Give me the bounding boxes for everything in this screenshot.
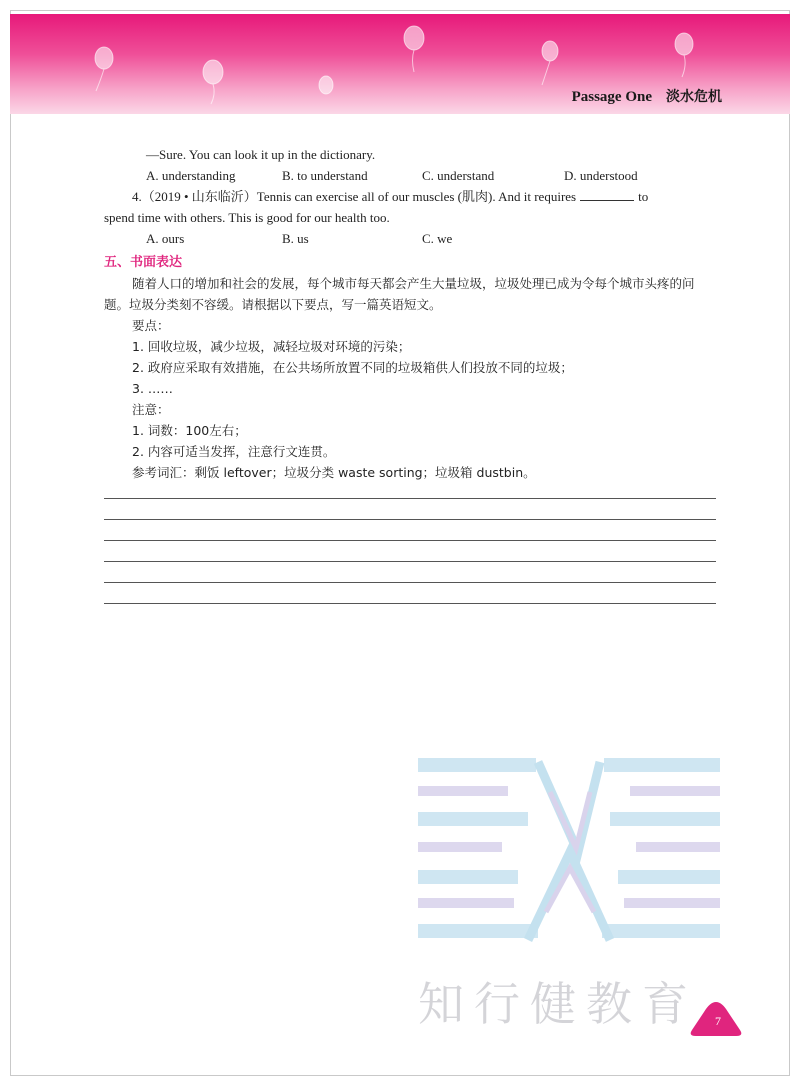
writing-line	[104, 561, 716, 562]
q3-options	[104, 165, 716, 186]
watermark-logo-icon	[418, 752, 720, 952]
point-1: 1. 回收垃圾，减少垃圾，减轻垃圾对环境的污染；	[132, 339, 411, 354]
watermark-text: 知行健教育	[418, 977, 698, 1031]
note-1: 1. 词数：100左右；	[132, 423, 247, 438]
q3-option-c: C. understand	[422, 168, 495, 183]
q4-option-b: B. us	[282, 231, 309, 246]
q4-option-c: C. we	[422, 231, 453, 246]
writing-line	[104, 603, 716, 604]
q4-blank	[580, 187, 634, 201]
q4-text-part2: to	[638, 189, 649, 204]
passage-label: Passage One	[571, 89, 652, 105]
writing-line	[104, 582, 716, 583]
note-2: 2. 内容可适当发挥，注意行文连贯。	[132, 444, 336, 459]
point-3: 3. ……	[132, 381, 173, 396]
q3-option-a: A. understanding	[146, 168, 236, 183]
vocab-line: 参考词汇：剩饭 leftover；垃圾分类 waste sorting；垃圾箱 dustbin。	[132, 465, 536, 480]
q4-text-line2: spend time with others. This is good for our health too.	[104, 210, 390, 225]
writing-line	[104, 498, 716, 499]
points-label: 要点：	[132, 318, 170, 333]
section5-title: 五、书面表达	[104, 255, 183, 270]
header-title	[572, 86, 722, 106]
writing-lines	[104, 498, 716, 624]
q3-option-d: D. understood	[564, 168, 638, 183]
q4-options	[104, 228, 716, 249]
q3-answer-line: —Sure. You can look it up in the dictionary.	[146, 147, 376, 162]
section5-intro: 随着人口的增加和社会的发展，每个城市每天都会产生大量垃圾，垃圾处理已成为令每个城市头疼的问题。垃圾分类刻不容缓。请根据以下要点，写一篇英语短文。	[104, 276, 695, 312]
main-content	[104, 144, 716, 483]
q3-option-b: B. to understand	[282, 168, 368, 183]
writing-line	[104, 540, 716, 541]
notes-label: 注意：	[132, 402, 170, 417]
q4-stem	[104, 186, 716, 207]
writing-line	[104, 519, 716, 520]
passage-topic: 淡水危机	[666, 89, 722, 105]
page-number: 7	[715, 1014, 721, 1028]
q4-option-a: A. ours	[146, 231, 185, 246]
q4-text-part1: 4.（2019 • 山东临沂）Tennis can exercise all of our muscles (肌肉). And it requires	[132, 189, 577, 204]
point-2: 2. 政府应采取有效措施，在公共场所放置不同的垃圾箱供人们投放不同的垃圾；	[132, 360, 573, 375]
